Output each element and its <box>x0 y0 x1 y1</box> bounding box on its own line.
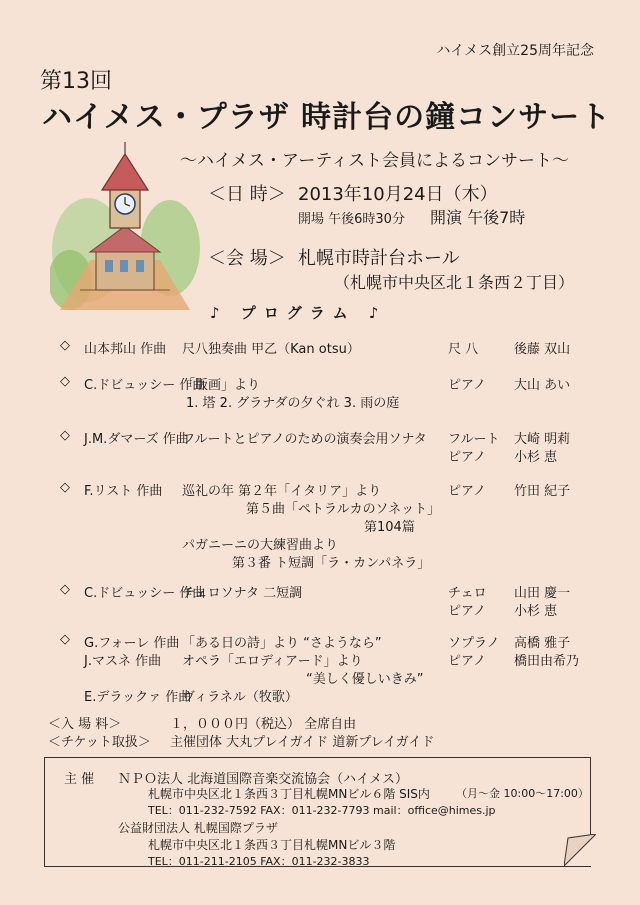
program-work: 「ある日の詩」より “さようなら” <box>182 636 382 651</box>
performer-name: 小杉 恵 <box>514 604 558 619</box>
tickets-label: ＜チケット取扱＞ <box>48 735 151 750</box>
program-composer: J.マスネ 作曲 <box>84 654 162 669</box>
program-composer: J.M.ダマーズ 作曲 <box>84 432 189 447</box>
performer-instrument: ピアノ <box>448 450 486 465</box>
list-bullet: ◇ <box>60 632 70 647</box>
performer-name: 大崎 明莉 <box>514 432 571 447</box>
performer-name: 山田 慶一 <box>514 586 571 601</box>
program-work-detail: 第３番 ト短調「ラ・カンパネラ」 <box>232 556 431 571</box>
performer-name: 小杉 恵 <box>514 450 558 465</box>
venue-label: ＜会 場＞ <box>208 248 286 269</box>
performer-instrument: ピアノ <box>448 484 486 499</box>
host-label: 主 催 <box>64 772 95 787</box>
list-bullet: ◇ <box>60 374 70 389</box>
date-label: ＜日 時＞ <box>208 184 286 205</box>
performer-name: 橋田由希乃 <box>514 654 580 669</box>
organizer-2-address: 札幌市中央区北１条西３丁目札幌MNビル３階 <box>148 838 396 852</box>
doors-open-time: 開場 午後6時30分 <box>298 212 405 227</box>
organizer-1-name: ＮＰＯ法人 北海道国際音楽交流協会（ハイメス） <box>118 772 409 787</box>
organizer-2-name: 公益財団法人 札幌国際プラザ <box>118 821 278 835</box>
program-work: チェロソナタ 二短調 <box>182 586 303 601</box>
program-work-detail: ヴィラネル（牧歌） <box>182 690 298 705</box>
admission-value: １，０００円（税込） 全席自由 <box>170 717 357 732</box>
program-work-detail: “美しく優しいきみ” <box>306 672 424 687</box>
performer-name: 竹田 紀子 <box>514 484 571 499</box>
performer-instrument: ピアノ <box>448 378 486 393</box>
edition-label: 第13回 <box>40 69 112 94</box>
list-bullet: ◇ <box>60 428 70 443</box>
program-composer: 山本邦山 作曲 <box>84 342 167 357</box>
program-work-detail: 第104篇 <box>364 520 415 535</box>
program-composer: C.ドビュッシー 作曲 <box>84 378 206 393</box>
performer-instrument: チェロ <box>448 586 487 601</box>
program-work-detail: 1. 塔 2. グラナダの夕ぐれ 3. 雨の庭 <box>186 396 400 411</box>
program-work-detail: オペラ「エロディアード」より <box>182 654 363 669</box>
performer-name: 大山 あい <box>514 378 571 393</box>
organizer-2-contact: TEL：011-211-2105 FAX：011-232-3833 <box>148 855 370 868</box>
organizer-1-hours: （月～金 10:00～17:00） <box>456 787 589 800</box>
program-work-detail: パガニーニの大練習曲より <box>182 538 339 553</box>
venue-address: （札幌市中央区北１条西２丁目） <box>334 273 575 292</box>
program-composer: E.デラックァ 作曲 <box>84 690 192 705</box>
admission-label: ＜入 場 料＞ <box>48 717 122 732</box>
folded-corner-icon <box>564 834 596 866</box>
organizer-1-contact: TEL：011-232-7592 FAX：011-232-7793 mail：office@himes.jp <box>148 804 496 817</box>
performer-name: 高橋 雅子 <box>514 636 571 651</box>
tickets-value: 主催団体 大丸プレイガイド 道新プレイガイド <box>170 735 435 750</box>
clock-tower-illustration <box>50 140 200 315</box>
organizer-1-address: 札幌市中央区北１条西３丁目札幌MNビル６階 SIS内 <box>148 787 430 801</box>
performer-instrument: 尺 八 <box>448 342 479 357</box>
program-work-detail: 第５曲「ペトラルカのソネット」 <box>246 502 441 517</box>
start-time: 開演 午後7時 <box>430 208 526 227</box>
date-value: 2013年10月24日（木） <box>298 184 498 205</box>
performer-instrument: フルート <box>448 432 500 447</box>
concert-subtitle: ～ハイメス・アーティスト会員によるコンサート～ <box>180 151 569 171</box>
performer-instrument: ピアノ <box>448 604 486 619</box>
concert-title: ハイメス・プラザ 時計台の鐘コンサート <box>42 100 612 135</box>
program-composer: F.リスト 作曲 <box>84 484 163 499</box>
program-work: 尺八独奏曲 甲乙（Kan otsu） <box>182 342 360 357</box>
venue-name: 札幌市時計台ホール <box>298 248 460 269</box>
list-bullet: ◇ <box>60 582 70 597</box>
program-work: フルートとピアノのための演奏会用ソナタ <box>182 432 427 447</box>
program-heading: ♪ プログラム ♪ <box>210 304 387 322</box>
performer-name: 後藤 双山 <box>514 342 571 357</box>
program-work: 「版画」より <box>182 378 261 393</box>
anniversary-label: ハイメス創立25周年記念 <box>436 43 594 59</box>
program-work: 巡礼の年 第２年「イタリア」より <box>182 484 382 499</box>
performer-instrument: ピアノ <box>448 654 486 669</box>
list-bullet: ◇ <box>60 480 70 495</box>
program-composer: G.フォーレ 作曲 <box>84 636 180 651</box>
performer-instrument: ソプラノ <box>448 636 500 651</box>
program-composer: C.ドビュッシー 作曲 <box>84 586 206 601</box>
list-bullet: ◇ <box>60 338 70 353</box>
